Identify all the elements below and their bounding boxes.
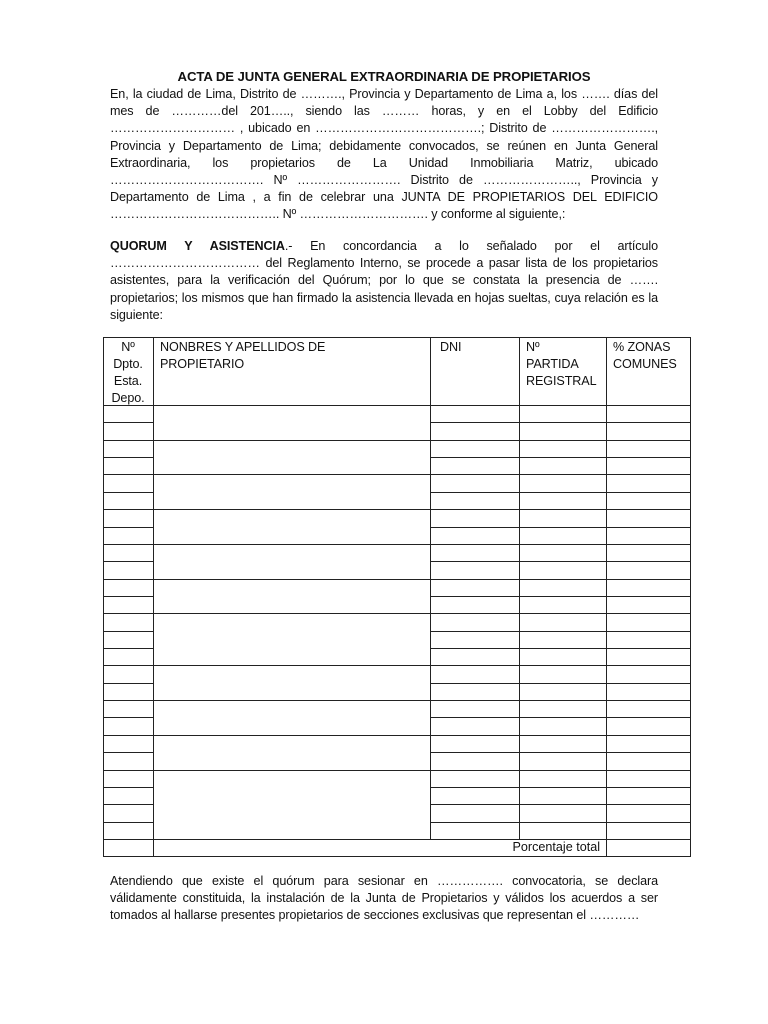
intro-paragraph: En, la ciudad de Lima, Distrito de ………., Provincia y Departamento de Lima a, los ……. días del mes de …………del 201….., siendo las ……… horas, y en el Lobby del Edificio ………………………… , ubicado en ………………………………….; Distrito de ……………………., Provincia y Departamento de Lima; debidamente convocados, se reúnen en Junta General Extraordinaria, los propietarios de La Unidad Inmobiliaria Matriz, ubicado ………………………………. Nº ……………………. Distrito de ………………….., Provincia y Departamento de Lima , a fin de celebrar una JUNTA DE PROPIETARIOS DEL EDIFICIO ………………………………….. Nº …………………………. y conforme al siguiente,: (110, 87, 658, 222)
document-title: ACTA DE JUNTA GENERAL EXTRAORDINARIA DE PROPIETARIOS (177, 69, 591, 84)
header-partida: Nº PARTIDA REGISTRAL (526, 340, 597, 388)
header-nombres: NONBRES Y APELLIDOS DE PROPIETARIO (160, 340, 326, 371)
quorum-paragraph (110, 238, 658, 324)
attendance-table (103, 337, 691, 857)
header-dni: DNI (440, 340, 462, 354)
quorum-heading: QUORUM Y ASISTENCIA (110, 239, 285, 253)
porcentaje-total-label: Porcentaje total (512, 840, 600, 854)
header-zonas-comunes: % ZONAS COMUNES (613, 340, 677, 371)
header-dpto: Nº Dpto. Esta. Depo. (111, 340, 145, 405)
closing-paragraph: Atendiendo que existe el quórum para sesionar en ……………. convocatoria, se declara válidamente constituida, la instalación de la Junta de Propietarios y válidos los acuerdos a ser tomados al hallarse presentes propietarios de secciones exclusivas que representan el ………… (110, 874, 658, 923)
quorum-text: .- En concordancia a lo señalado por el artículo ……………………………… del Reglamento Interno, se procede a pasar lista de los propietarios asistentes, para la verificación del Quórum; por lo que se constata la presencia de ……. propietarios; los mismos que han firmado la asistencia llevada en hojas sueltas, cuya relación es la siguiente: (110, 239, 658, 322)
